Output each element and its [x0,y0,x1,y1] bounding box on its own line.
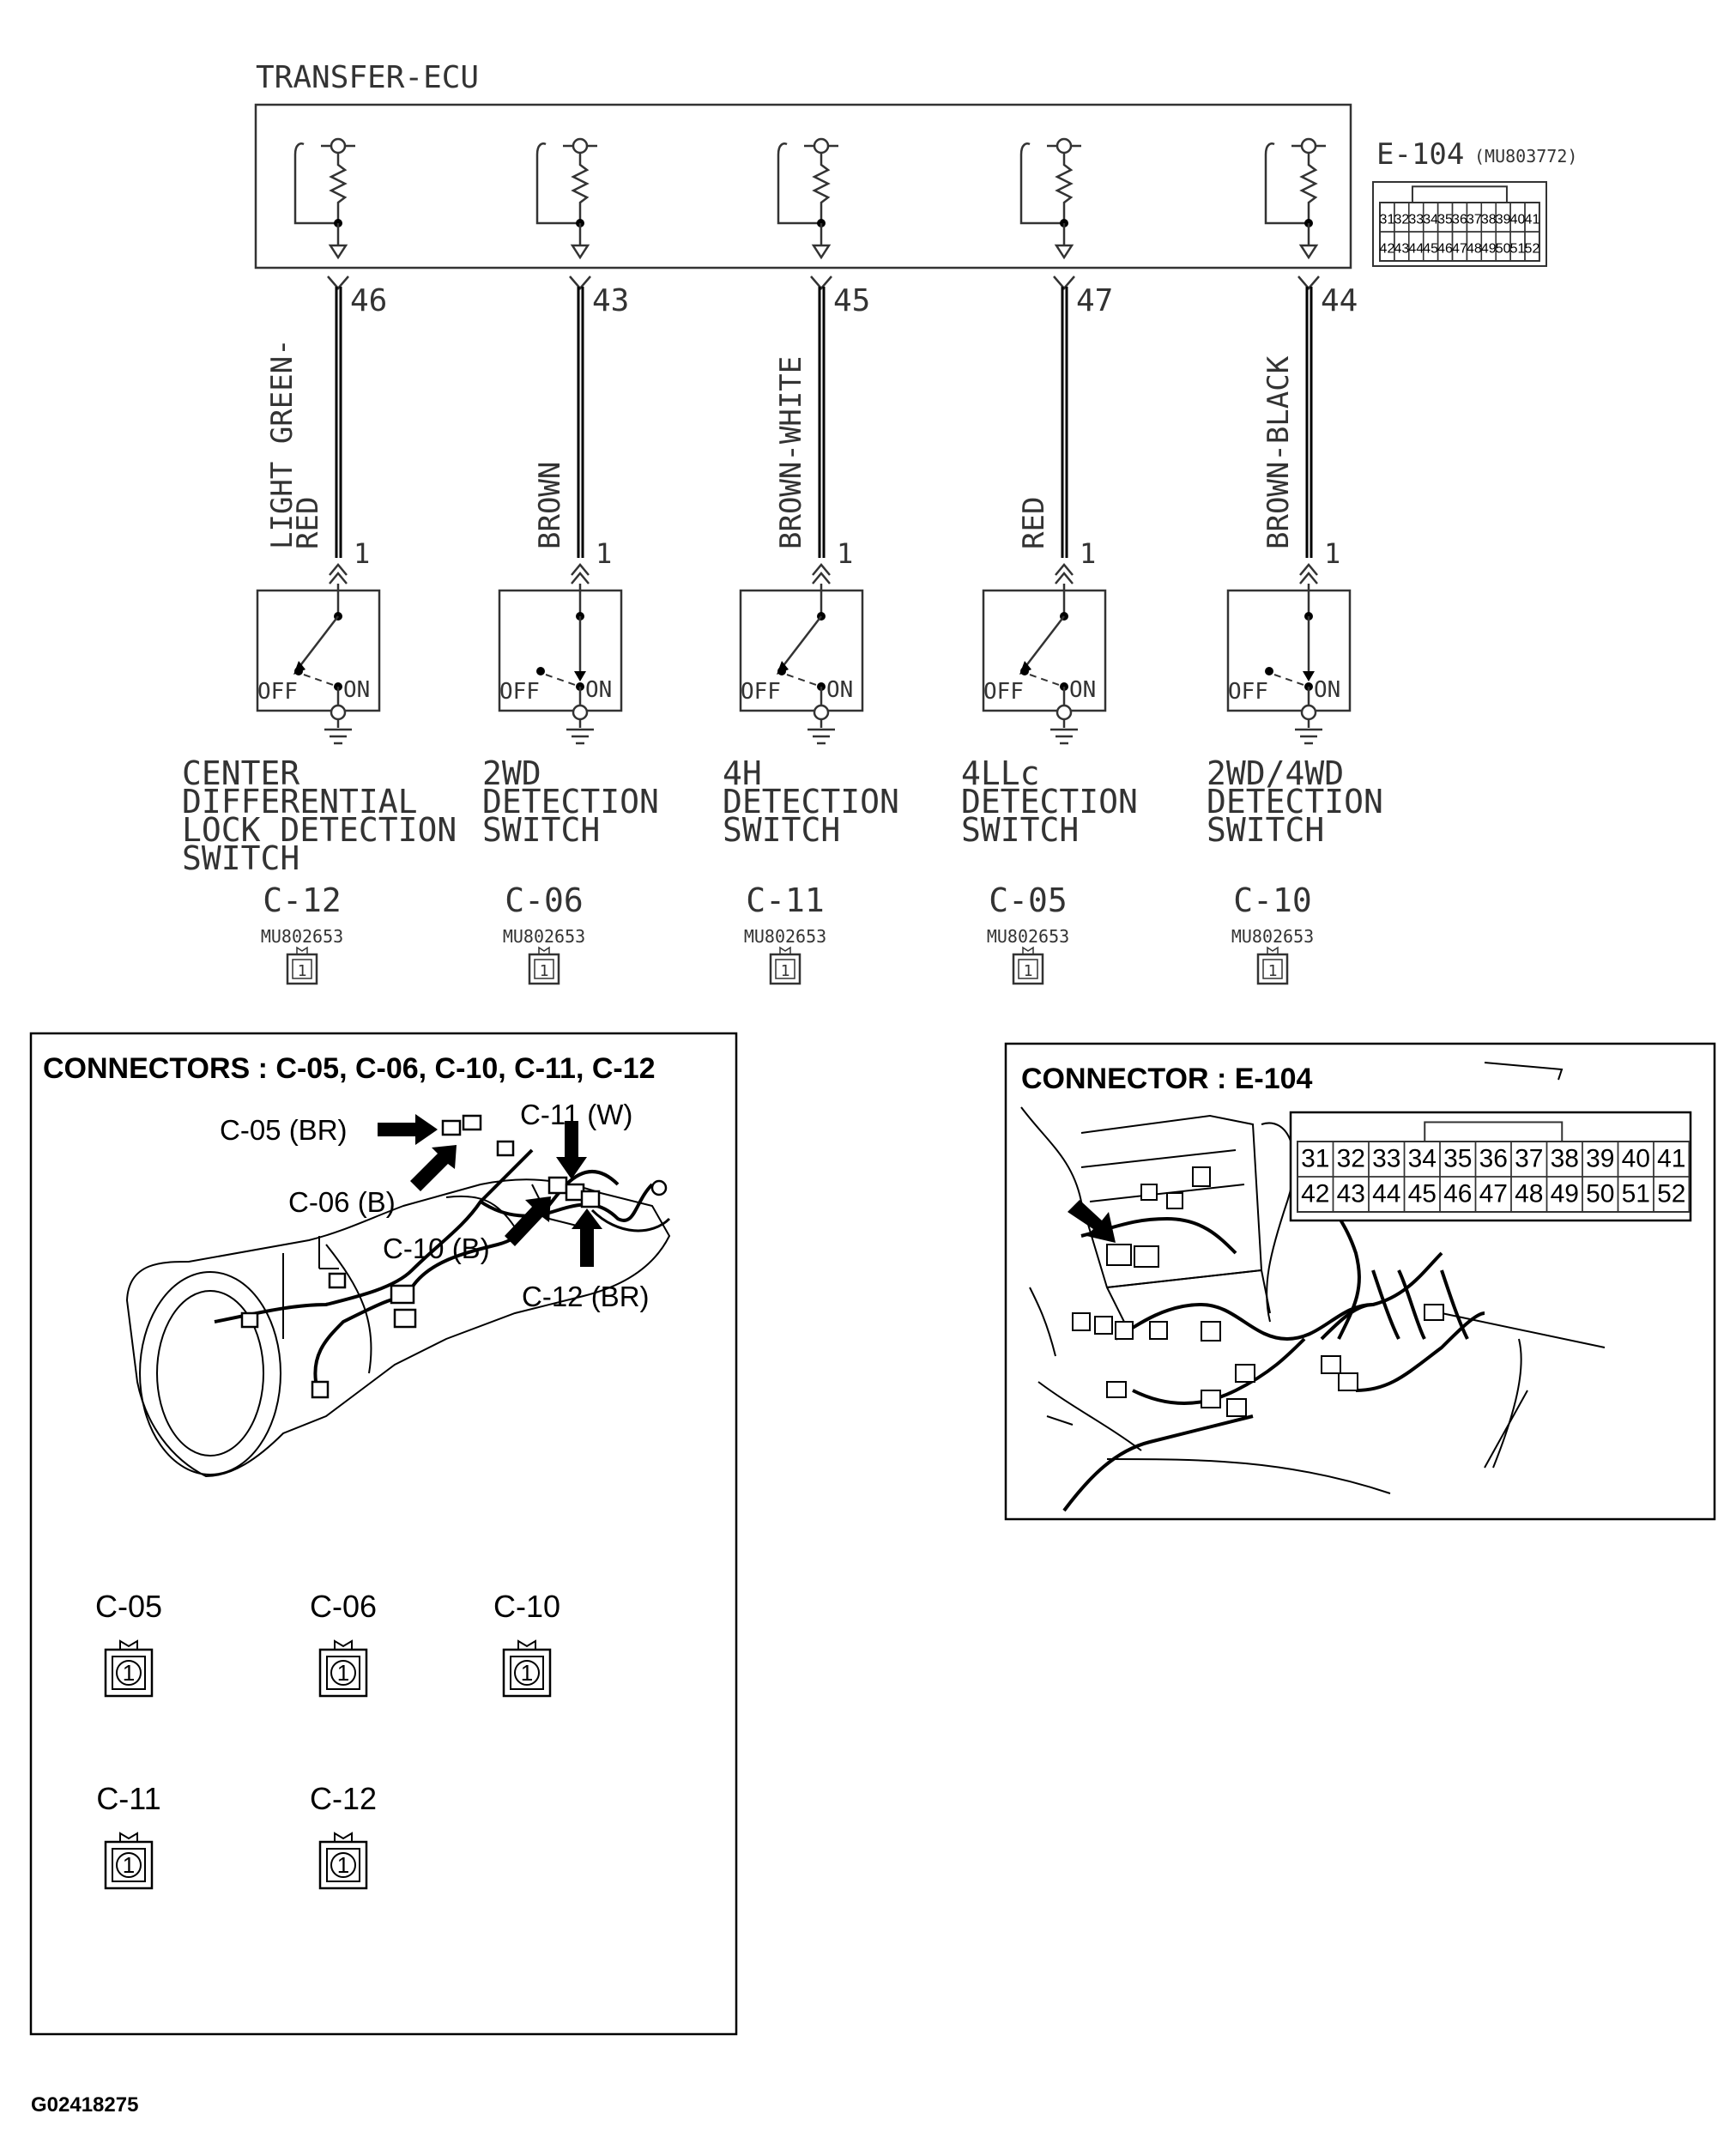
ecu-sense-hook [1266,143,1274,154]
e104-small-pin-38: 38 [1480,212,1497,227]
face-pin: 1 [122,1660,136,1686]
e104-small-pin-51: 51 [1509,241,1526,257]
switch-name-line: DETECTION [1207,783,1383,821]
face-c-05 [95,1589,162,1696]
e104-small-pin-47: 47 [1452,241,1467,257]
switch-circuits [182,276,1383,984]
switch-travel [1030,675,1059,685]
ecu-resistor [331,153,345,223]
ecu-pullup-4 [1021,139,1081,257]
switch-connector-mark [572,565,589,584]
ecu-resistor [814,153,828,223]
switch-name-line: LOCK DETECTION [182,811,457,849]
e104-part-number: (MU803772) [1474,146,1578,167]
e104-small-pin-37: 37 [1466,212,1482,227]
switch-pin-label: 1 [1080,537,1097,570]
e104-large-pin-31: 31 [1301,1144,1330,1173]
e104-connector-id: E-104 [1376,137,1465,172]
face-c-10 [493,1589,560,1696]
e104-panel-connector-face [1291,1112,1691,1220]
switch-pin-label: 1 [596,537,613,570]
face-tab [518,1641,535,1650]
connector-pin: 1 [1267,962,1278,980]
switch-name-line: 4LLc [961,754,1040,792]
off-label: OFF [257,679,298,705]
connector-pin: 1 [1023,962,1033,980]
connector-id: C-10 [1233,881,1312,919]
ecu-sense-hook [778,143,787,154]
e104-large-pin-46: 46 [1443,1179,1473,1208]
ecu-connector-mark [811,276,832,288]
ecu-sense-line [295,154,338,223]
switch-connector-mark [330,565,347,584]
connector-id: C-11 [746,881,825,919]
e104-large-pin-47: 47 [1479,1179,1508,1208]
face-label: C-06 [309,1589,378,1624]
ecu-pin-label: 44 [1321,283,1358,318]
switch-blade [1025,616,1064,668]
figure-id: G02418275 [31,2093,139,2117]
e104-location-arrow [1068,1200,1116,1243]
face-pin: 1 [122,1852,136,1878]
connector-part-number: MU802653 [1231,926,1315,947]
ecu-pullup-3 [778,139,838,257]
ecu-sense-line [778,154,821,223]
connectors-panel-title: CONNECTORS : C-05, C-06, C-10, C-11, C-12 [43,1052,656,1085]
e104-large-pin-48: 48 [1515,1179,1544,1208]
connector-id: C-05 [989,881,1068,919]
ecu-resistor [1057,153,1071,223]
face-c-12 [310,1781,377,1888]
switch-travel [304,675,333,685]
e104-small-pin-48: 48 [1466,241,1482,257]
face-c-06 [310,1589,377,1696]
e104-large-pin-39: 39 [1586,1144,1615,1173]
switch-name-line: SWITCH [723,811,841,849]
switch-pin-label: 1 [837,537,854,570]
switch-name-line: CENTER [182,754,300,792]
connector-pin: 1 [297,962,307,980]
face-pin: 1 [520,1660,534,1686]
off-contact [777,667,786,675]
ecu-pullup-2 [537,139,597,257]
ecu-supply-terminal [331,139,345,153]
e104-small-pin-42: 42 [1379,241,1395,257]
ecu-ground-triangle [1301,245,1316,257]
face-tab [120,1641,137,1650]
on-label: ON [826,677,854,703]
e104-small-pin-44: 44 [1408,241,1424,257]
switch-blade-tip [574,671,586,681]
wire-color-label: LIGHT GREEN- [265,338,299,549]
face-c-11 [96,1781,160,1888]
off-contact [1020,667,1029,675]
circuit-c-05 [961,276,1138,984]
ecu-pin-label: 45 [833,283,871,318]
e104-large-pin-34: 34 [1407,1144,1437,1173]
wire-color-label: RED [1017,496,1051,549]
switch-travel [1274,675,1304,685]
face-label: C-11 [96,1781,161,1816]
e104-connector-face [1373,182,1546,266]
ecu-ground-triangle [814,245,829,257]
callout-c12: C-12 (BR) [522,1281,650,1312]
face-tab [120,1833,137,1842]
ecu-pin-label: 47 [1076,283,1114,318]
switch-name-line: DIFFERENTIAL [182,783,418,821]
ecu-connector-mark [570,276,590,288]
e104-small-pin-40: 40 [1509,212,1526,227]
on-label: ON [343,677,371,703]
face-label: C-10 [493,1589,561,1624]
switch-name-line: SWITCH [482,811,601,849]
switch-name-line: 2WD/4WD [1207,754,1345,792]
circuit-c-12 [182,276,457,984]
e104-large-pin-45: 45 [1407,1179,1437,1208]
ecu-supply-terminal [1057,139,1071,153]
on-label: ON [585,677,613,703]
switch-connector-mark [1300,565,1317,584]
e104-large-pin-38: 38 [1550,1144,1579,1173]
ecu-sense-hook [537,143,546,154]
e104-large-pin-33: 33 [1372,1144,1401,1173]
circuit-c-10 [1207,276,1383,984]
off-label: OFF [499,679,540,705]
face-label: C-12 [309,1781,378,1816]
switch-travel [546,675,575,685]
wire-color-label: BROWN-BLACK [1261,355,1296,549]
ecu-ground-triangle [572,245,588,257]
ecu-pin-label: 43 [592,283,630,318]
ecu-pin-label: 46 [350,283,388,318]
on-label: ON [1314,677,1341,703]
e104-large-pin-49: 49 [1550,1179,1579,1208]
e104-small-pin-36: 36 [1452,212,1467,227]
switch-name-line: 4H [723,754,762,792]
e104-large-pin-35: 35 [1443,1144,1473,1173]
e104-large-lock-tab [1424,1122,1562,1142]
callout-c10: C-10 (B) [383,1233,490,1264]
switch-travel [787,675,816,685]
on-label: ON [1069,677,1097,703]
e104-small-lock-tab [1412,186,1507,203]
switch-connector-mark [1056,565,1073,584]
e104-small-pin-43: 43 [1394,241,1410,257]
e104-small-pin-50: 50 [1495,241,1511,257]
e104-small-pin-52: 52 [1524,241,1540,257]
ecu-supply-terminal [814,139,828,153]
ecu-sense-line [1266,154,1309,223]
connector-pin: 1 [539,962,549,980]
connector-id: C-06 [505,881,584,919]
switch-name-line: SWITCH [182,839,300,877]
connector-face-grid [95,1589,560,1888]
e104-small-pin-32: 32 [1394,212,1410,227]
callout-c05: C-05 (BR) [220,1114,348,1146]
face-tab [335,1641,352,1650]
e104-small-pin-33: 33 [1408,212,1424,227]
face-pin: 1 [336,1852,350,1878]
switch-name-line: SWITCH [961,811,1080,849]
switch-name-line: DETECTION [482,783,659,821]
connector-part-number: MU802653 [502,926,586,947]
off-label: OFF [741,679,781,705]
e104-small-pin-46: 46 [1437,241,1453,257]
e104-large-pin-44: 44 [1372,1179,1401,1208]
ecu-ground-triangle [1056,245,1072,257]
ecu-supply-terminal [1302,139,1316,153]
switch-pin-label: 1 [1324,537,1341,570]
off-label: OFF [983,679,1024,705]
ecu-sense-line [537,154,580,223]
ecu-sense-line [1021,154,1064,223]
e104-large-pin-37: 37 [1515,1144,1544,1173]
ground-terminal [573,706,587,719]
ecu-title: TRANSFER-ECU [256,60,480,95]
ecu-box [256,105,1351,268]
e104-large-pin-41: 41 [1657,1144,1686,1173]
e104-small-pin-41: 41 [1524,212,1540,227]
e104-small-pin-31: 31 [1379,212,1395,227]
e104-small-pin-49: 49 [1480,241,1497,257]
wire-color-label: BROWN [533,461,567,549]
ecu-ground-triangle [330,245,346,257]
wire-color-label: BROWN-WHITE [774,355,808,549]
callout-c11: C-11 (W) [520,1099,633,1130]
switch-name-line: DETECTION [723,783,899,821]
ecu-pullup-5 [1266,139,1326,257]
ecu-resistor [1302,153,1316,223]
e104-large-pin-36: 36 [1479,1144,1508,1173]
ground-terminal [1302,706,1316,719]
e104-small-pin-35: 35 [1437,212,1453,227]
e104-large-pin-32: 32 [1336,1144,1365,1173]
ecu-pullup-circuits [295,139,1326,257]
circuit-c-11 [723,276,899,984]
e104-large-pin-43: 43 [1336,1179,1365,1208]
switch-name-line: DETECTION [961,783,1138,821]
switch-name-line: SWITCH [1207,811,1325,849]
off-contact [294,667,303,675]
switch-blade [299,616,338,668]
ecu-connector-mark [328,276,348,288]
e104-large-pin-51: 51 [1621,1179,1650,1208]
switch-name-line: 2WD [482,754,541,792]
connector-part-number: MU802653 [986,926,1070,947]
ecu-pullup-1 [295,139,355,257]
face-pin: 1 [336,1660,350,1686]
ecu-connector-mark [1298,276,1319,288]
switch-connector-mark [813,565,830,584]
e104-large-pin-42: 42 [1301,1179,1330,1208]
e104-small-pin-39: 39 [1495,212,1511,227]
e104-panel-title: CONNECTOR : E-104 [1021,1063,1313,1095]
switch-blade-tip [1303,671,1315,681]
connector-id: C-12 [263,881,342,919]
switch-pin-label: 1 [354,537,371,570]
e104-large-pin-52: 52 [1657,1179,1686,1208]
face-label: C-05 [94,1589,163,1624]
circuit-c-06 [482,276,659,984]
wire-color-label: RED [291,496,325,549]
ecu-sense-hook [295,143,304,154]
ground-terminal [814,706,828,719]
callout-c06: C-06 (B) [288,1186,396,1218]
off-label: OFF [1228,679,1268,705]
e104-large-pin-50: 50 [1586,1179,1615,1208]
connector-pin: 1 [780,962,790,980]
e104-large-pin-40: 40 [1621,1144,1650,1173]
off-contact [1265,667,1273,675]
ground-terminal [1057,706,1071,719]
ground-terminal [331,706,345,719]
ecu-resistor [573,153,587,223]
connector-part-number: MU802653 [743,926,827,947]
face-tab [335,1833,352,1842]
e104-small-pin-45: 45 [1423,241,1439,257]
ecu-sense-hook [1021,143,1030,154]
ecu-supply-terminal [573,139,587,153]
e104-small-pin-34: 34 [1423,212,1439,227]
ecu-connector-mark [1054,276,1074,288]
off-contact [536,667,545,675]
connector-part-number: MU802653 [260,926,344,947]
switch-blade [782,616,821,668]
